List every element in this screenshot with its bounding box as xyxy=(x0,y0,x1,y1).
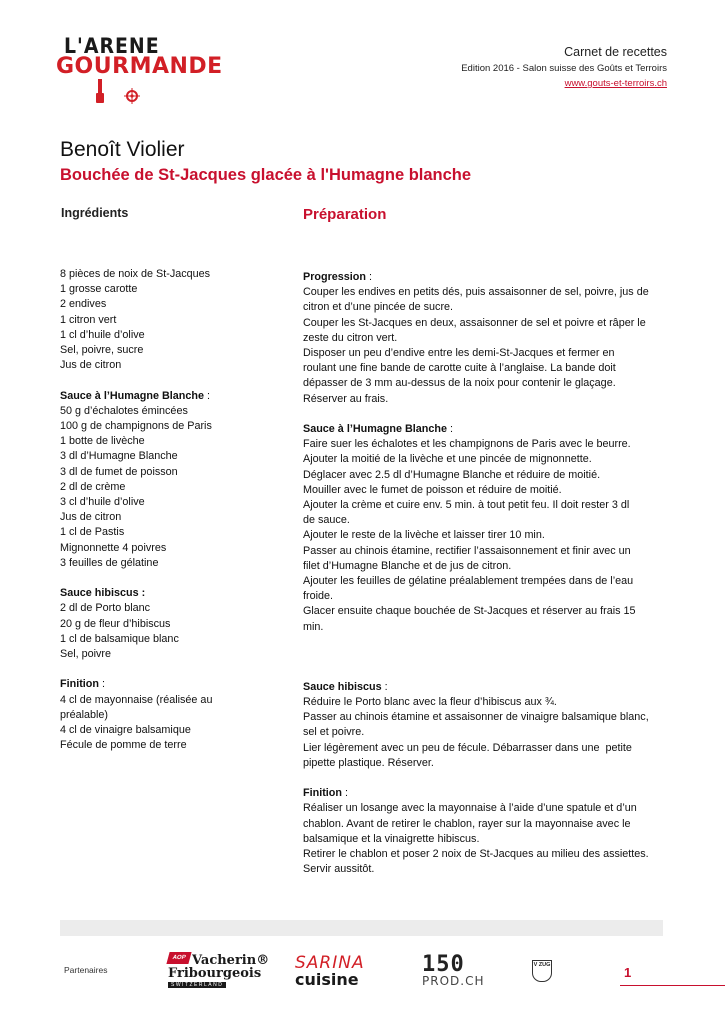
prep-sauce-humagne-heading xyxy=(303,422,663,437)
logo-line2: GOURMANDE xyxy=(56,54,223,79)
finition-list xyxy=(60,693,280,754)
ingredient-item: Fécule de pomme de terre xyxy=(60,739,187,752)
ingredient-item: 4 cl de mayonnaise (réalisée au xyxy=(60,693,213,706)
preparation-line: Réaliser un losange avec la mayonnaise à l’aide d’une spatule et d’un xyxy=(303,802,637,815)
progression-heading xyxy=(303,270,663,285)
finition-heading xyxy=(60,677,280,692)
ingredient-item: Jus de citron xyxy=(60,511,122,524)
ingredient-item: 50 g d’échalotes émincées xyxy=(60,404,188,417)
ingredient-item: 1 citron vert xyxy=(60,313,117,326)
sauce-hibiscus-list xyxy=(60,601,280,662)
ingredient-item: 1 grosse carotte xyxy=(60,283,138,296)
page-number: 1 xyxy=(624,965,632,980)
preparation-line: balsamique et la vinaigrette hibiscus. xyxy=(303,832,480,845)
vacherin-fribourgeois-logo xyxy=(168,948,270,994)
logo-line1: L'ARENE xyxy=(64,34,160,58)
ingredient-item: 3 feuilles de gélatine xyxy=(60,556,159,569)
recipe-title: Bouchée de St-Jacques glacée à l'Humagne blanche xyxy=(60,166,472,184)
sauce-humagne-suffix: : xyxy=(204,389,211,402)
preparation-line: pipette plastique. Réserver. xyxy=(303,756,434,769)
utensils-icon xyxy=(94,79,154,105)
preparation-line: Mouiller avec le fumet de poisson et réduire de moitié. xyxy=(303,483,562,496)
finition-title: Finition xyxy=(60,678,99,691)
preparation-line: Réserver au frais. xyxy=(303,392,389,405)
ingredient-item: 1 cl de Pastis xyxy=(60,526,125,539)
sauce-hibiscus-heading: Sauce hibiscus : xyxy=(60,587,146,600)
sarina-line2: cuisine xyxy=(295,969,359,989)
sauce-humagne-list xyxy=(60,404,280,571)
ingredient-item: 2 dl de crème xyxy=(60,480,126,493)
ingredient-item: 3 dl d’Humagne Blanche xyxy=(60,450,178,463)
preparation-line: Passer au chinois étamine et assaisonner de vinaigre balsamique blanc, xyxy=(303,711,649,724)
preparation-line: Ajouter la moitié de la livèche et une pincée de mignonnette. xyxy=(303,453,592,466)
prep-sauce-humagne-title: Sauce à l’Humagne Blanche xyxy=(303,423,448,436)
ingredient-item: 20 g de fleur d’hibiscus xyxy=(60,617,171,630)
ingredient-item: 3 cl d’huile d’olive xyxy=(60,496,145,509)
preparation-line: Réduire le Porto blanc avec la fleur d’hibiscus aux ¾. xyxy=(303,696,557,709)
prep-finition-steps xyxy=(303,801,663,877)
preparation-line: chablon. Avant de retirer le chablon, rayer sur la mayonnaise avec le xyxy=(303,817,631,830)
progression-suffix: : xyxy=(366,271,372,283)
ingredient-item: 4 cl de vinaigre balsamique xyxy=(60,724,191,737)
preparation-line: Faire suer les échalotes et les champignons de Paris avec le beurre. xyxy=(303,438,631,451)
preparation-line: Servir aussitôt. xyxy=(303,863,375,876)
ingredient-item: Mignonnette 4 poivres xyxy=(60,541,167,554)
preparation-line: Ajouter la crème et cuire env. 5 min. à tout petit feu. Il doit rester 3 dl xyxy=(303,499,630,512)
ingredient-item: 3 dl de fumet de poisson xyxy=(60,465,178,478)
ingredient-item: 100 g de champignons de Paris xyxy=(60,420,212,433)
arene-gourmande-logo xyxy=(56,34,223,106)
sarina-cuisine-logo xyxy=(295,948,375,994)
footer-bar xyxy=(60,920,663,936)
preparation-line: roulant une fine bande de carotte cuite à l’anglaise. La bande doit xyxy=(303,362,616,375)
ingredients-heading: Ingrédients xyxy=(61,206,129,220)
preparation-line: Glacer ensuite chaque bouchée de St-Jacques et réserver au frais 15 xyxy=(303,605,636,618)
prod-ch-logo xyxy=(422,948,497,994)
preparation-line: citron et d’une pincée de sucre. xyxy=(303,301,454,314)
ingredient-item: Sel, poivre xyxy=(60,648,112,661)
prod-line2: PROD.CH xyxy=(422,974,485,988)
preparation-line: Retirer le chablon et poser 2 noix de St-Jacques au milieu des assiettes. xyxy=(303,848,649,861)
vzug-badge: V ZUG xyxy=(532,960,552,982)
ingredients-column xyxy=(60,267,280,753)
header-title: Carnet de recettes xyxy=(564,45,667,59)
header-website-link[interactable]: www.gouts-et-terroirs.ch xyxy=(564,78,667,89)
prep-finition-suffix: : xyxy=(341,787,348,800)
preparation-line: Déglacer avec 2.5 dl d’Humagne Blanche et réduire de moitié. xyxy=(303,468,601,481)
preparation-line: Ajouter les feuilles de gélatine préalablement trempées dans de l’eau xyxy=(303,575,634,588)
ingredient-item: 1 cl d’huile d’olive xyxy=(60,328,145,341)
finition-suffix: : xyxy=(98,678,105,691)
preparation-heading: Préparation xyxy=(303,206,387,223)
vacherin-line3: SWITZERLAND xyxy=(168,982,226,988)
preparation-line: sel et poivre. xyxy=(303,726,365,739)
preparation-line: min. xyxy=(303,620,324,633)
progression-title: Progression xyxy=(303,271,366,283)
vacherin-line1: Vacherin® xyxy=(192,953,270,968)
progression-steps xyxy=(303,285,663,407)
ingredient-item: 2 endives xyxy=(60,298,107,311)
page-number-rule xyxy=(620,985,725,986)
ingredient-item: Jus de citron xyxy=(60,359,122,372)
preparation-line: Disposer un peu d’endive entre les demi-St-Jacques et fermer en xyxy=(303,347,615,360)
chef-name: Benoît Violier xyxy=(60,138,185,161)
preparation-line: zeste du citron vert. xyxy=(303,331,398,344)
ingredient-item: 1 cl de balsamique blanc xyxy=(60,632,179,645)
prep-sauce-humagne-steps xyxy=(303,437,663,635)
preparation-line: de sauce. xyxy=(303,514,350,527)
prep-sauce-humagne-suffix: : xyxy=(447,423,454,436)
prep-finition-heading xyxy=(303,786,663,801)
prep-sauce-hibiscus-heading xyxy=(303,680,663,695)
preparation-line: Ajouter le reste de la livèche et laisser tirer 10 min. xyxy=(303,529,545,542)
prep-sauce-hibiscus-suffix: : xyxy=(381,680,388,693)
preparation-line: Couper les endives en petits dés, puis assaisonner de sel, poivre, jus de xyxy=(303,286,649,299)
ingredient-item: 1 botte de livèche xyxy=(60,435,145,448)
preparation-line: dépasser de 3 mm au-dessus de la noix pour contenir le glaçage. xyxy=(303,377,616,390)
prep-sauce-hibiscus-steps xyxy=(303,695,663,771)
ingredients-main-list xyxy=(60,267,280,373)
ingredient-item: 8 pièces de noix de St-Jacques xyxy=(60,268,211,280)
aop-badge: AOP xyxy=(166,952,191,964)
sarina-line1: SARINA xyxy=(295,952,365,973)
preparation-line: Couper les St-Jacques en deux, assaisonner de sel et poivre et râper le xyxy=(303,316,646,329)
preparation-column xyxy=(303,270,663,877)
sauce-humagne-title: Sauce à l’Humagne Blanche xyxy=(60,389,205,402)
ingredient-item: préalable) xyxy=(60,708,109,721)
preparation-line: Passer au chinois étamine, rectifier l’assaisonnement et finir avec un xyxy=(303,544,631,557)
ingredient-item: Sel, poivre, sucre xyxy=(60,344,144,357)
preparation-line: froide. xyxy=(303,590,334,603)
header-subtitle: Edition 2016 - Salon suisse des Goûts et Terroirs xyxy=(461,63,667,74)
sauce-humagne-heading xyxy=(60,389,280,404)
prep-sauce-hibiscus-title: Sauce hibiscus xyxy=(303,680,382,693)
preparation-line: filet d’Humagne Blanche et de jus de citron. xyxy=(303,559,512,572)
ingredient-item: 2 dl de Porto blanc xyxy=(60,602,151,615)
preparation-line: Lier légèrement avec un peu de fécule. Débarrasser dans une petite xyxy=(303,741,632,754)
vacherin-line2: Fribourgeois xyxy=(168,966,262,981)
prod-line1: 150 xyxy=(422,952,465,977)
partners-label: Partenaires xyxy=(64,965,108,975)
vzug-logo xyxy=(532,948,554,994)
prep-finition-title: Finition xyxy=(303,787,342,800)
